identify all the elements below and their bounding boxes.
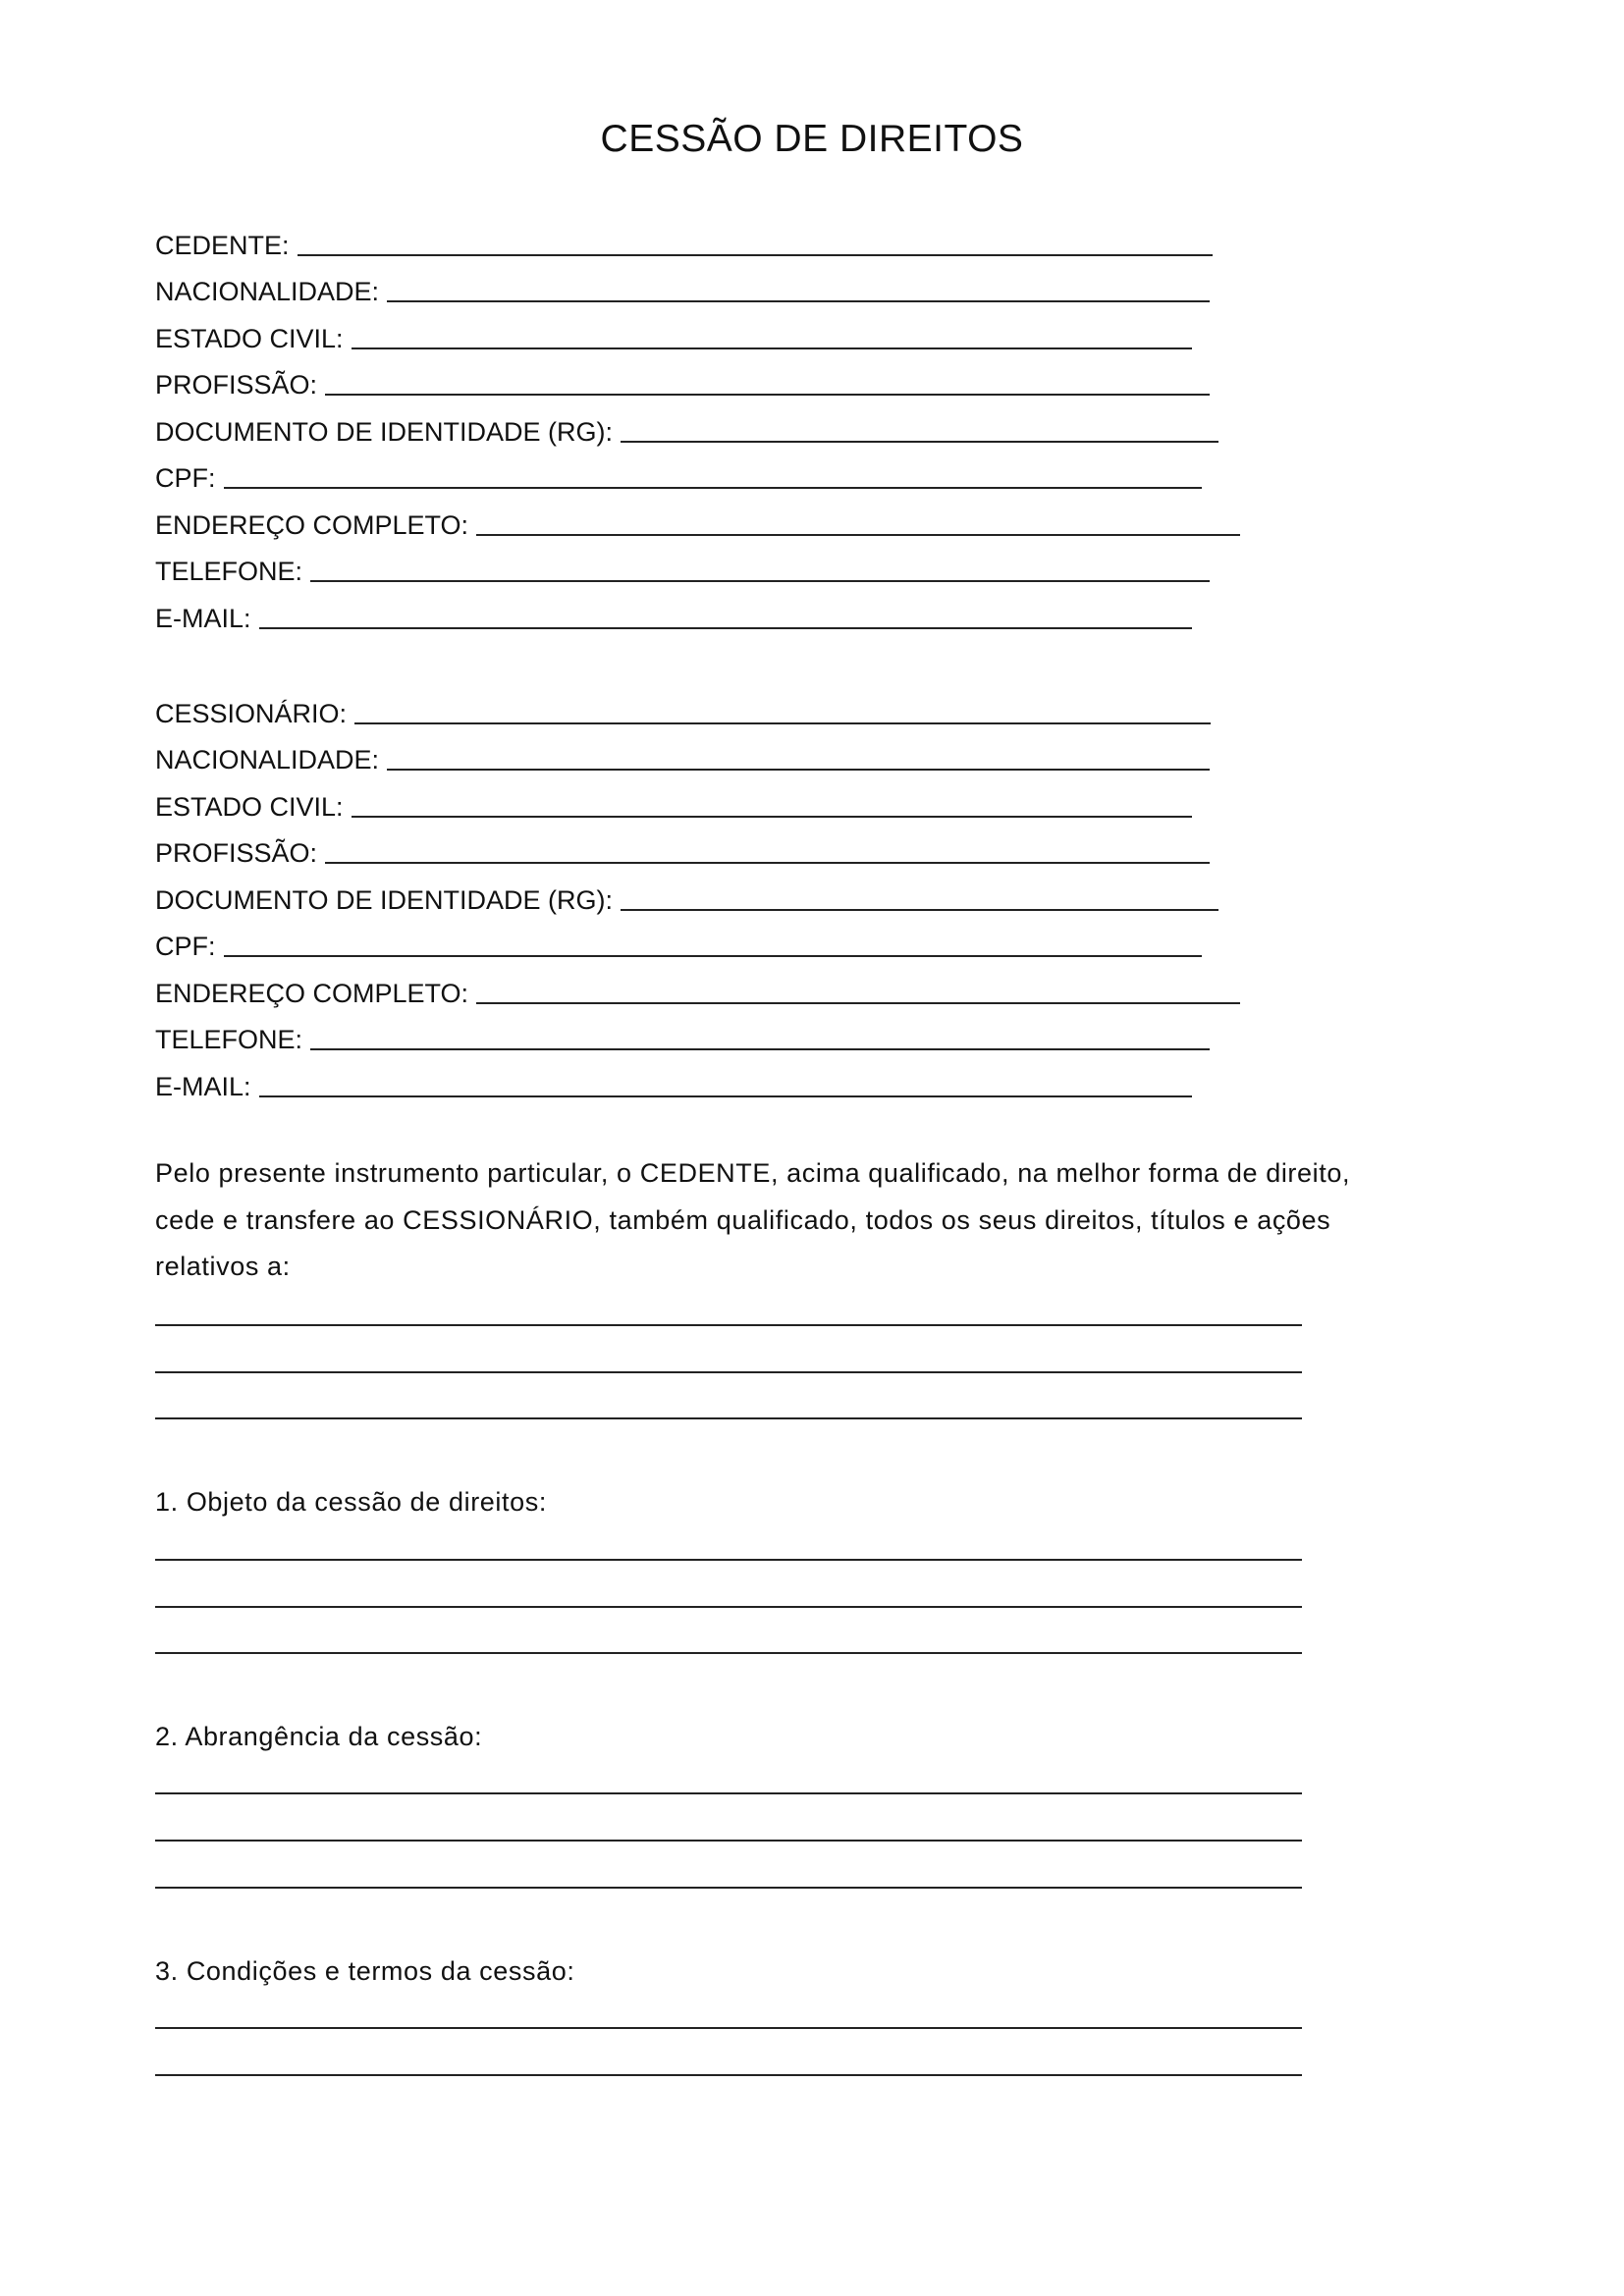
section-2-blank-line — [155, 1792, 1302, 1794]
cedente-name-line — [298, 254, 1213, 256]
cessionario-nationality-line — [387, 769, 1210, 771]
cedente-email-label: E-MAIL: — [155, 603, 251, 633]
cedente-nationality-label: NACIONALIDADE: — [155, 277, 380, 306]
section-1-blank-line — [155, 1606, 1302, 1608]
cedente-marital-status-label: ESTADO CIVIL: — [155, 323, 344, 353]
cessionario-email-row — [155, 1056, 1240, 1103]
section-2-heading: 2. Abrangência da cessão: — [155, 1722, 483, 1751]
section-1-blank-line — [155, 1652, 1302, 1654]
cessionario-address-line — [476, 1002, 1240, 1004]
cedente-profession-line — [325, 394, 1210, 396]
cessionario-marital-status-label: ESTADO CIVIL: — [155, 791, 344, 822]
document-title: CESSÃO DE DIREITOS — [600, 118, 1024, 160]
cedente-nationality-line — [387, 300, 1210, 302]
cedente-phone-line — [310, 580, 1210, 582]
cessionario-cpf-label: CPF: — [155, 932, 216, 961]
cessionario-marital-status-row — [155, 776, 1240, 824]
cessionario-name-row — [155, 683, 1240, 730]
intro-line-2: cede e transfere ao CESSIONÁRIO, também qualificado, todos os seus direitos, títulos e ações — [155, 1204, 1331, 1235]
cessionario-nationality-row — [155, 730, 1240, 777]
cessionario-profession-row — [155, 824, 1240, 871]
section-3-blank-line — [155, 2074, 1302, 2076]
cessionario-cpf-line — [224, 955, 1202, 957]
intro-blank-line — [155, 1371, 1302, 1373]
cedente-profession-row — [155, 355, 1240, 402]
cedente-phone-row — [155, 542, 1240, 589]
cessionario-section — [155, 683, 1240, 1103]
section-1-blank-line — [155, 1559, 1302, 1561]
cedente-email-line — [259, 627, 1192, 629]
cedente-profession-label: PROFISSÃO: — [155, 370, 318, 400]
cedente-address-line — [476, 534, 1240, 536]
intro-line-3: relativos a: — [155, 1252, 291, 1281]
cessionario-email-label: E-MAIL: — [155, 1071, 251, 1101]
cedente-name-row — [155, 215, 1240, 262]
cedente-marital-status-line — [352, 347, 1192, 349]
cessionario-address-label: ENDEREÇO COMPLETO: — [155, 978, 469, 1008]
cessionario-name-label: CESSIONÁRIO: — [155, 698, 348, 728]
cessionario-phone-line — [310, 1048, 1210, 1050]
cessionario-address-row — [155, 963, 1240, 1010]
cedente-phone-label: TELEFONE: — [155, 557, 303, 586]
cessionario-profession-label: PROFISSÃO: — [155, 838, 318, 868]
cessionario-phone-row — [155, 1010, 1240, 1057]
cessionario-phone-label: TELEFONE: — [155, 1025, 303, 1054]
cessionario-cpf-row — [155, 917, 1240, 964]
cedente-address-row — [155, 495, 1240, 542]
cessionario-rg-row — [155, 870, 1240, 917]
section-3-heading: 3. Condições e termos da cessão: — [155, 1956, 575, 1986]
section-1-heading: 1. Objeto da cessão de direitos: — [155, 1487, 547, 1517]
cedente-email-row — [155, 588, 1240, 635]
intro-line-1: Pelo presente instrumento particular, o CEDENTE, acima qualificado, na melhor forma de direito, — [155, 1158, 1351, 1188]
cedente-rg-line — [621, 441, 1218, 443]
intro-blank-line — [155, 1324, 1302, 1326]
cedente-marital-status-row — [155, 308, 1240, 355]
cessionario-name-line — [354, 722, 1211, 724]
section-2-blank-line — [155, 1840, 1302, 1842]
cedente-name-label: CEDENTE: — [155, 230, 290, 260]
cedente-cpf-row — [155, 449, 1240, 496]
cessionario-nationality-label: NACIONALIDADE: — [155, 745, 380, 774]
cedente-cpf-label: CPF: — [155, 463, 216, 493]
cedente-address-label: ENDEREÇO COMPLETO: — [155, 509, 469, 540]
intro-blank-line — [155, 1417, 1302, 1419]
cedente-section — [155, 215, 1240, 635]
cedente-cpf-line — [224, 487, 1202, 489]
cedente-rg-label: DOCUMENTO DE IDENTIDADE (RG): — [155, 416, 614, 447]
section-3-blank-line — [155, 2027, 1302, 2029]
cedente-nationality-row — [155, 262, 1240, 309]
cessionario-rg-label: DOCUMENTO DE IDENTIDADE (RG): — [155, 884, 614, 915]
intro-paragraph — [155, 1150, 1432, 1291]
cessionario-profession-line — [325, 862, 1210, 864]
cessionario-rg-line — [621, 909, 1218, 911]
cessionario-marital-status-line — [352, 816, 1192, 818]
section-2-blank-line — [155, 1887, 1302, 1889]
cedente-rg-row — [155, 401, 1240, 449]
cessionario-email-line — [259, 1095, 1192, 1097]
